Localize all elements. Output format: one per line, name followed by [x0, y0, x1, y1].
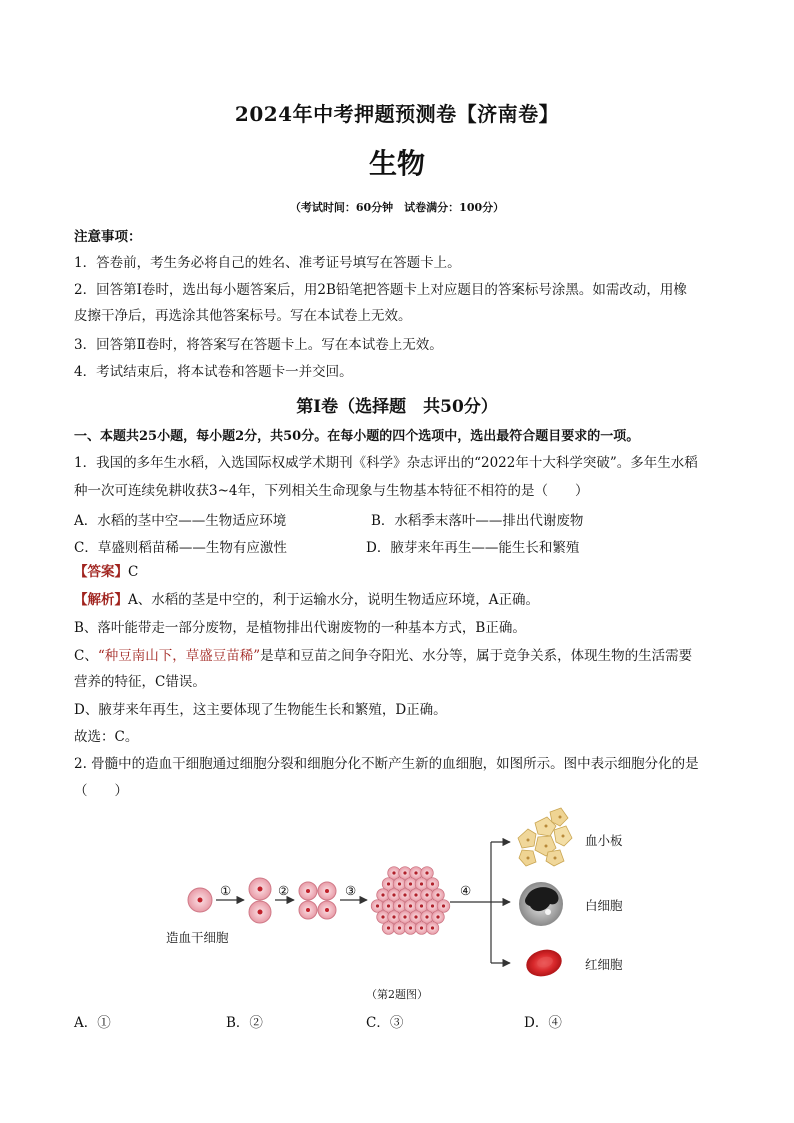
q2-stem: 2. 骨髓中的造血干细胞通过细胞分裂和细胞分化不断产生新的血细胞，如图所示。图中表示细胞分化的是 [74, 756, 699, 772]
mass-cell-nucleus [420, 926, 423, 929]
mass-cell-nucleus [387, 904, 390, 907]
q1-option-b: B．水稻季末落叶——排出代谢废物 [371, 513, 584, 529]
q1-stem: 种一次可连续免耕收获3~4年，下列相关生命现象与生物基本特征不相符的是（ ） [74, 483, 589, 499]
mass-cell-nucleus [403, 915, 406, 918]
mass-cell-nucleus [425, 915, 428, 918]
mass-cell-nucleus [431, 882, 434, 885]
mass-cell-nucleus [425, 871, 428, 874]
mass-cell-nucleus [436, 915, 439, 918]
mass-cell-nucleus [431, 926, 434, 929]
mass-cell-nucleus [409, 882, 412, 885]
platelet-icon [518, 808, 572, 866]
q1-stem: 1．我国的多年生水稻，入选国际权威学术期刊《科学》杂志评出的“2022年十大科学突破”。多年生水稻 [74, 455, 698, 471]
mass-cell-nucleus [381, 915, 384, 918]
notice-heading: 注意事项： [74, 229, 142, 245]
mass-cell-nucleus [425, 893, 428, 896]
mass-cell-nucleus [392, 915, 395, 918]
red-blood-cell-icon [523, 946, 565, 980]
section-instruction: 一、本题共25小题，每小题2分，共50分。在每小题的四个选项中，选出最符合题目要求的一项。 [74, 429, 640, 444]
mass-cell-nucleus [398, 926, 401, 929]
notice-item: 3．回答第Ⅱ卷时，将答案写在答题卡上。写在本试卷上无效。 [74, 337, 443, 353]
mass-cell-nucleus [403, 871, 406, 874]
q2-option-b: B．② [226, 1015, 263, 1031]
poem-quote: “种豆南山下，草盛豆苗稀” [97, 648, 261, 664]
q1-analysis-d: D、腋芽来年再生，这主要体现了生物能生长和繁殖，D正确。 [74, 702, 447, 718]
q1-option-c: C．草盛则稻苗稀——生物有应激性 [74, 540, 287, 556]
q2-stem: （ ） [74, 783, 128, 799]
white-blood-cell-label: 白细胞 [585, 898, 623, 913]
red-blood-cell-label: 红细胞 [585, 957, 623, 972]
stem-cell-label: 造血干细胞 [166, 930, 229, 945]
q1-option-a: A．水稻的茎中空——生物适应环境 [74, 513, 287, 529]
step-4-label: ④ [460, 883, 472, 898]
figure-caption: （第2题图） [366, 988, 428, 1001]
q1-conclusion: 故选：C。 [74, 729, 139, 745]
q1-analysis-c: C、“种豆南山下，草盛豆苗稀”是草和豆苗之间争夺阳光、水分等，属于竞争关系，体现生物的生活需要 [74, 648, 693, 664]
mass-cell-nucleus [376, 904, 379, 907]
mass-cell-nucleus [387, 882, 390, 885]
mass-cell-nucleus [414, 893, 417, 896]
four-cells-icon [299, 882, 336, 919]
q1-option-d: D．腋芽来年再生——能生长和繁殖 [366, 540, 580, 556]
q1-analysis-b: B、落叶能带走一部分废物，是植物排出代谢废物的一种基本方式，B正确。 [74, 620, 526, 636]
mass-cell-nucleus [409, 904, 412, 907]
mass-cell-nucleus [403, 893, 406, 896]
mass-cell-nucleus [392, 893, 395, 896]
mass-cell-nucleus [398, 904, 401, 907]
stem-cell-icon [188, 888, 212, 912]
notice-item: 2．回答第Ⅰ卷时，选出每小题答案后，用2B铅笔把答题卡上对应题目的答案标号涂黑。如需改动，用橡 [74, 282, 687, 298]
white-blood-cell-icon [519, 882, 563, 926]
mass-cell-nucleus [387, 926, 390, 929]
q2-option-c: C．③ [366, 1015, 404, 1031]
section-title: 第Ⅰ卷（选择题 共50分） [296, 397, 498, 417]
answer-value: C [128, 564, 139, 580]
mass-cell-nucleus [381, 893, 384, 896]
q2-option-d: D．④ [524, 1015, 562, 1031]
exam-info: （考试时间：60分钟 试卷满分：100分） [289, 201, 505, 214]
mass-cell-nucleus [420, 904, 423, 907]
mass-cell-nucleus [436, 893, 439, 896]
mass-cell-nucleus [431, 904, 434, 907]
mass-cell-nucleus [398, 882, 401, 885]
q2-option-a: A．① [74, 1015, 111, 1031]
two-cells-icon [249, 878, 271, 923]
exam-subject: 生物 [368, 147, 425, 180]
notice-item: 皮擦干净后，再选涂其他答案标号。写在本试卷上无效。 [74, 308, 412, 324]
notice-item: 4．考试结束后，将本试卷和答题卡一并交回。 [74, 364, 353, 380]
notice-item: 1．答卷前，考生务必将自己的姓名、准考证号填写在答题卡上。 [74, 255, 461, 271]
step-2-label: ② [278, 883, 290, 898]
mass-cell-nucleus [442, 904, 445, 907]
analysis-tag: 【解析】 [74, 592, 128, 608]
mass-cell-nucleus [392, 871, 395, 874]
mass-cell-nucleus [409, 926, 412, 929]
answer-tag: 【答案】 [74, 564, 128, 580]
platelet-label: 血小板 [585, 833, 623, 848]
step-1-label: ① [220, 883, 232, 898]
exam-title: 2024年中考押题预测卷【济南卷】 [234, 102, 560, 126]
mass-cell-nucleus [414, 915, 417, 918]
cell-mass-icon [371, 867, 450, 935]
mass-cell-nucleus [414, 871, 417, 874]
mass-cell-nucleus [420, 882, 423, 885]
step-3-label: ③ [345, 883, 357, 898]
analysis-text: A、水稻的茎是中空的，利于运输水分，说明生物适应环境，A正确。 [128, 592, 539, 608]
q1-analysis-c-cont: 营养的特征，C错误。 [74, 674, 206, 690]
